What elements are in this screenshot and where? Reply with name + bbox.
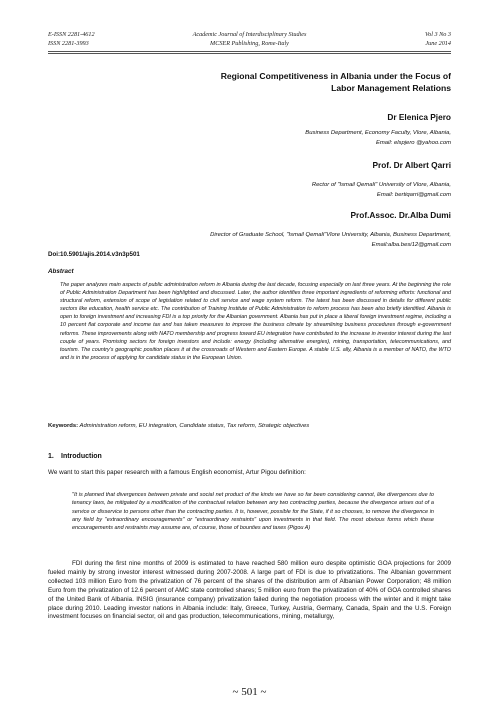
doi: Doi:10.5901/ajis.2014.v3n3p501 (48, 251, 140, 258)
header-rule-bottom (48, 53, 451, 54)
header-rule-top (48, 51, 451, 52)
paper-title-line-2: Labor Management Relations (331, 83, 451, 93)
intro-sentence: We want to start this paper research with a famous English economist, Artur Pigou definition: (48, 469, 306, 476)
author-name-1: Dr Elenica Pjero (387, 112, 451, 122)
keywords-text: Administration reform, EU integration, Candidate status, Tax reform, Strategic objectives (79, 423, 310, 429)
issue-date: June 2014 (425, 40, 451, 47)
page-number: ~ 501 ~ (232, 686, 267, 698)
running-header-right (425, 30, 451, 48)
section-title: Introduction (61, 453, 102, 460)
abstract-text: The paper analyzes main aspects of public administration reform in Albania during the last decade, focusing especially on last three years. At the beginning the role of Public Administration Department has been highlighted and discussed. Later, the author identifies three important ingredients of reforming efforts: functional and structural reform, extension of scope of legislation related to civil service and wage system reform. The latest has been discussed in details for different public sectors like education, health service etc. The contribution of Training Institute of Public Administration to reform process has been also briefly identified. Albania is open to foreign investment and increasing FDI is a top priority for the Albanian government. Albania has put in place a liberal foreign investment regime, including a 10 percent flat corporate and income tax and has taken measures to improve the business climate by streamlining business procedures through e-government reforms. These improvements along with NATO membership and progress toward EU integration have contributed to the increase in investor interest during the last couple of years. Promising sectors for foreign investors and include: energy (including alternative energies), mining, transportation, telecommunications, and tourism. The country's geographic position places it at the crossroads of Western and Eastern Europe. A stable U.S. ally, Albania is a member of NATO, the WTO and is in the process of applying for candidate status in the European Union. (60, 282, 451, 361)
paper-title (150, 70, 451, 94)
author-name-2: Prof. Dr Albert Qarri (372, 160, 451, 170)
publisher-name: MCSER Publishing, Rome-Italy (210, 40, 289, 47)
paper-title-line-1: Regional Competitiveness in Albania under the Focus of (220, 71, 451, 81)
author-email-1: Email: elspjero @yahoo.com (375, 139, 451, 146)
volume-issue: Vol 3 No 3 (425, 31, 451, 38)
author-name-3: Prof.Assoc. Dr.Alba Dumi (350, 210, 451, 220)
issn-electronic: E-ISSN 2281-4612 (48, 31, 95, 38)
author-email-3: Email:alba.besi12@gmail.com (371, 241, 451, 248)
affiliation-text-1: Business Department, Economy Faculty, Vlore, Albania, (305, 130, 451, 136)
pigou-quote: "It is planned that divergences between private and social net product of the kinds we have so far been considering cannot, like divergences due to tenancy laws, be mitigated by a modification of the contractual relation between any two contracting parties, because the divergence arises out of a service or disservice to persons other than the contracting parties. It is, however, possible for the State, if it so chooses, to remove the divergence in any field by "extraordinary encouragements" or "extraordinary restraints" upon investments in that field. The most obvious forms which these encouragements and restraints may assume are, of course, those of bounties and taxes (Pigou A) (72, 492, 434, 532)
abstract-heading: Abstract (48, 268, 74, 275)
affiliation-text-3: Director of Graduate School, "Ismail Qemali"Vlore University, Albania, Business Department, (210, 232, 451, 238)
author-affiliation-3 (210, 231, 451, 251)
author-affiliation-2 (312, 181, 451, 201)
keywords-label: Keywords: (48, 423, 79, 429)
keywords-line (48, 423, 309, 429)
author-email-2: Email: bertiqarri@gmail.com (376, 191, 451, 198)
body-paragraph: FDI during the first nine months of 2009 is estimated to have reached 580 million euro despite optimistic GOA projections for 2009 fueled mainly by strong investor interest witnessed during 2007-2008. A large part of FDI is due to privatizations. The Albanian government collected 103 million Euro from the privatization of 76 percent of the shares of the distribution arm of Albanian Power Corporation; 48 million Euro from the privatization of 12.6 percent of AMC state controlled shares; 5 million euro from the privatization of 40% of GOA controlled shares of the United Bank of Albania. INSIG (insurance company) privatization failed during the negotiation process with the winter and it might take place during 2010. Leading investor nations in Albania include: Italy, Greece, Turkey, Austria, Germany, Canada, Spain and the U.S. Foreign investment focuses on financial sector, oil and gas production, telecommunications, mining, metallurgy, (48, 560, 451, 621)
section-number: 1. (48, 453, 54, 460)
issn-print: ISSN 2281-3993 (48, 40, 89, 47)
section-heading (48, 453, 102, 460)
author-affiliation-1 (305, 129, 451, 149)
affiliation-text-2: Rector of "Ismail Qemali" University of Vlore, Albania, (311, 182, 451, 188)
journal-name: Academic Journal of Interdisciplinary Studies (192, 31, 307, 38)
